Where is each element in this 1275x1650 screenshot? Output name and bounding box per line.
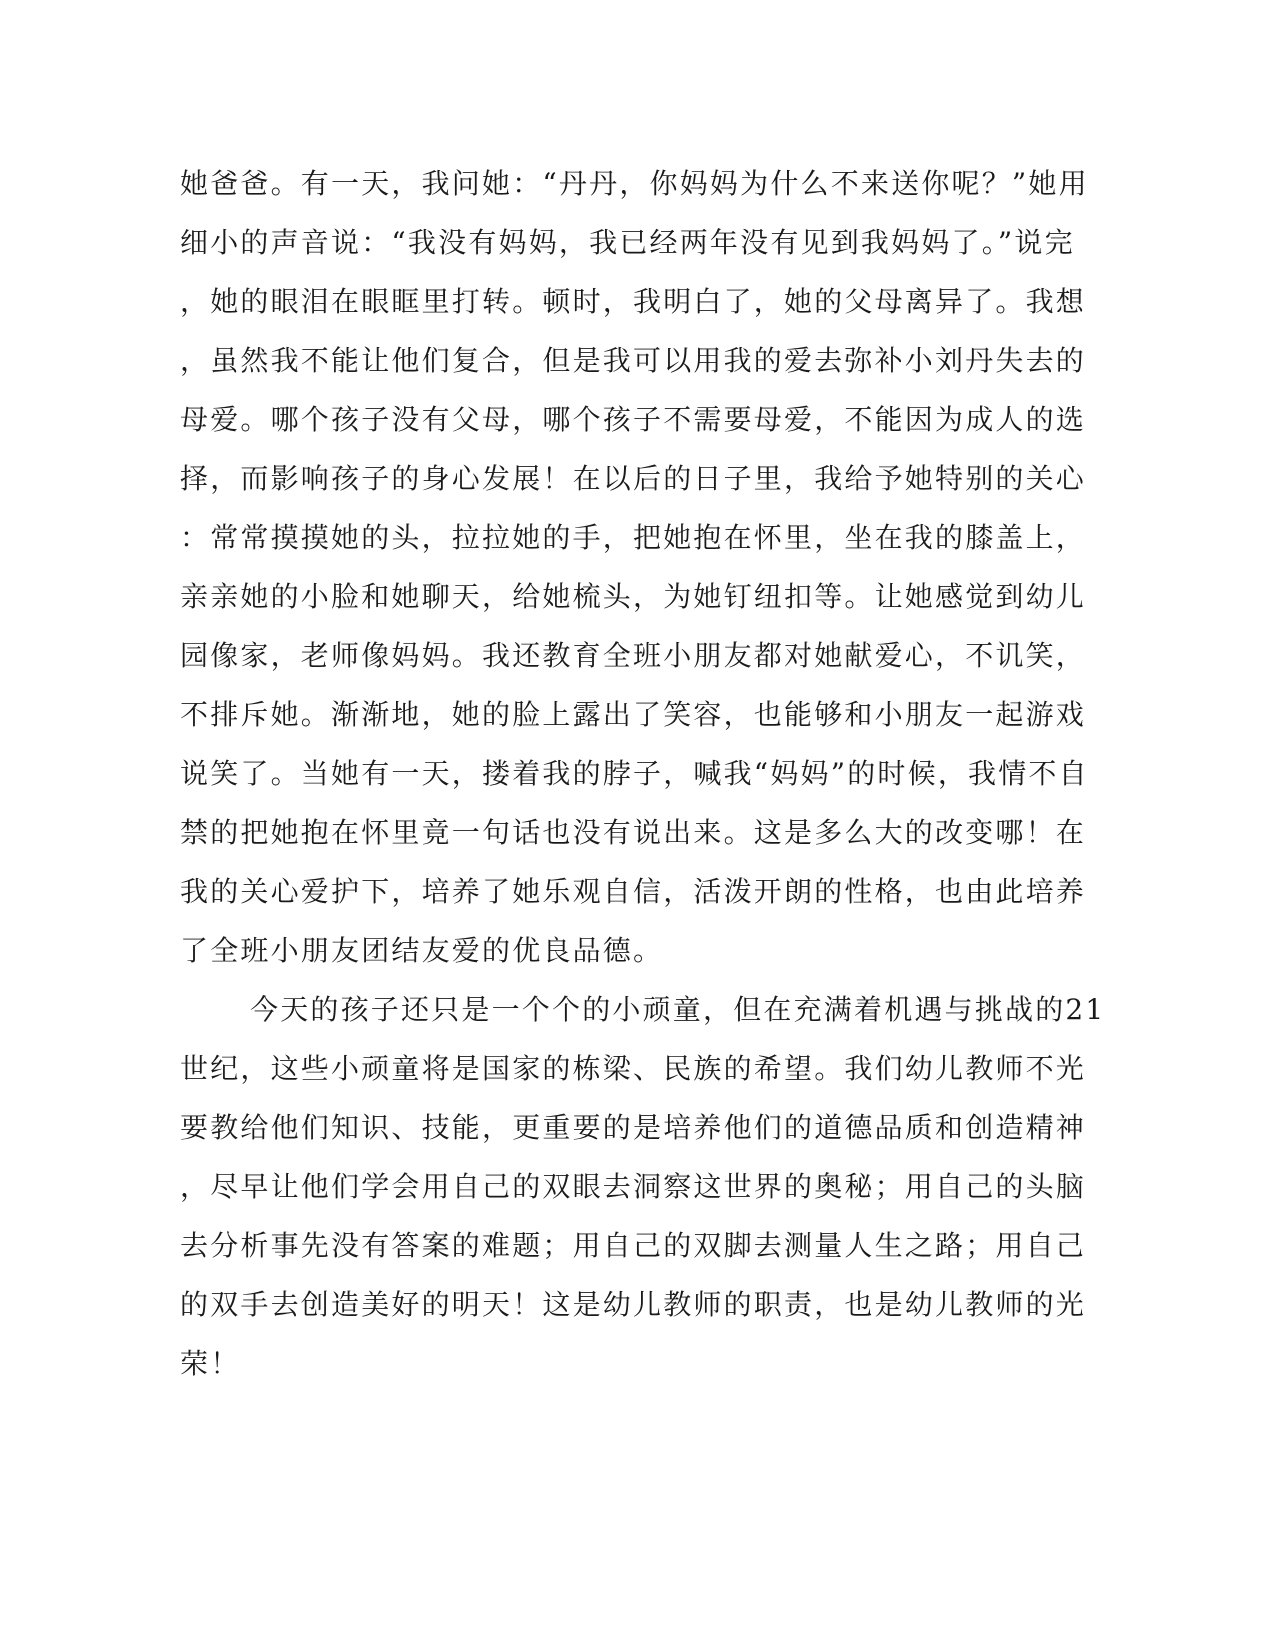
text-line: 了全班小朋友团结友爱的优良品德。: [180, 934, 664, 967]
paragraph-2: [180, 980, 1106, 1393]
text-line: 要教给他们知识、技能，更重要的是培养他们的道德品质和创造精神: [180, 1111, 1087, 1144]
text-line: 说笑了。当她有一天，搂着我的脖子，喊我“妈妈”的时候，我情不自: [180, 757, 1089, 790]
body-text: [180, 154, 1106, 1393]
text-line-indented: 今天的孩子还只是一个个的小顽童，但在充满着机遇与挑战的21: [250, 993, 1106, 1026]
text-line: 亲亲她的小脸和她聊天，给她梳头，为她钉纽扣等。让她感觉到幼儿: [180, 580, 1087, 613]
text-line: 母爱。哪个孩子没有父母，哪个孩子不需要母爱，不能因为成人的选: [180, 403, 1087, 436]
text-line: 细小的声音说：“我没有妈妈，我已经两年没有见到我妈妈了。”说完: [180, 226, 1075, 259]
text-line: 世纪，这些小顽童将是国家的栋梁、民族的希望。我们幼儿教师不光: [180, 1052, 1087, 1085]
paragraph-1: [180, 154, 1089, 980]
text-line: 我的关心爱护下，培养了她乐观自信，活泼开朗的性格，也由此培养: [180, 875, 1087, 908]
text-line: ，虽然我不能让他们复合，但是我可以用我的爱去弥补小刘丹失去的: [180, 344, 1087, 377]
text-line: 择，而影响孩子的身心发展！在以后的日子里，我给予她特别的关心: [180, 462, 1087, 495]
text-line: ：常常摸摸她的头，拉拉她的手，把她抱在怀里，坐在我的膝盖上，: [180, 521, 1087, 554]
text-line: 园像家，老师像妈妈。我还教育全班小朋友都对她献爱心，不讥笑，: [180, 639, 1087, 672]
text-line: 的双手去创造美好的明天！这是幼儿教师的职责，也是幼儿教师的光: [180, 1288, 1087, 1321]
text-line: 她爸爸。有一天，我问她：“丹丹，你妈妈为什么不来送你呢？”她用: [180, 167, 1089, 200]
text-line: 去分析事先没有答案的难题；用自己的双脚去测量人生之路；用自己: [180, 1229, 1087, 1262]
text-line: 禁的把她抱在怀里竟一句话也没有说出来。这是多么大的改变哪！在: [180, 816, 1087, 849]
text-line: 荣！: [180, 1347, 241, 1380]
text-line: 不排斥她。渐渐地，她的脸上露出了笑容，也能够和小朋友一起游戏: [180, 698, 1087, 731]
text-line: ，尽早让他们学会用自己的双眼去洞察这世界的奥秘；用自己的头脑: [180, 1170, 1087, 1203]
text-line: ，她的眼泪在眼眶里打转。顿时，我明白了，她的父母离异了。我想: [180, 285, 1087, 318]
